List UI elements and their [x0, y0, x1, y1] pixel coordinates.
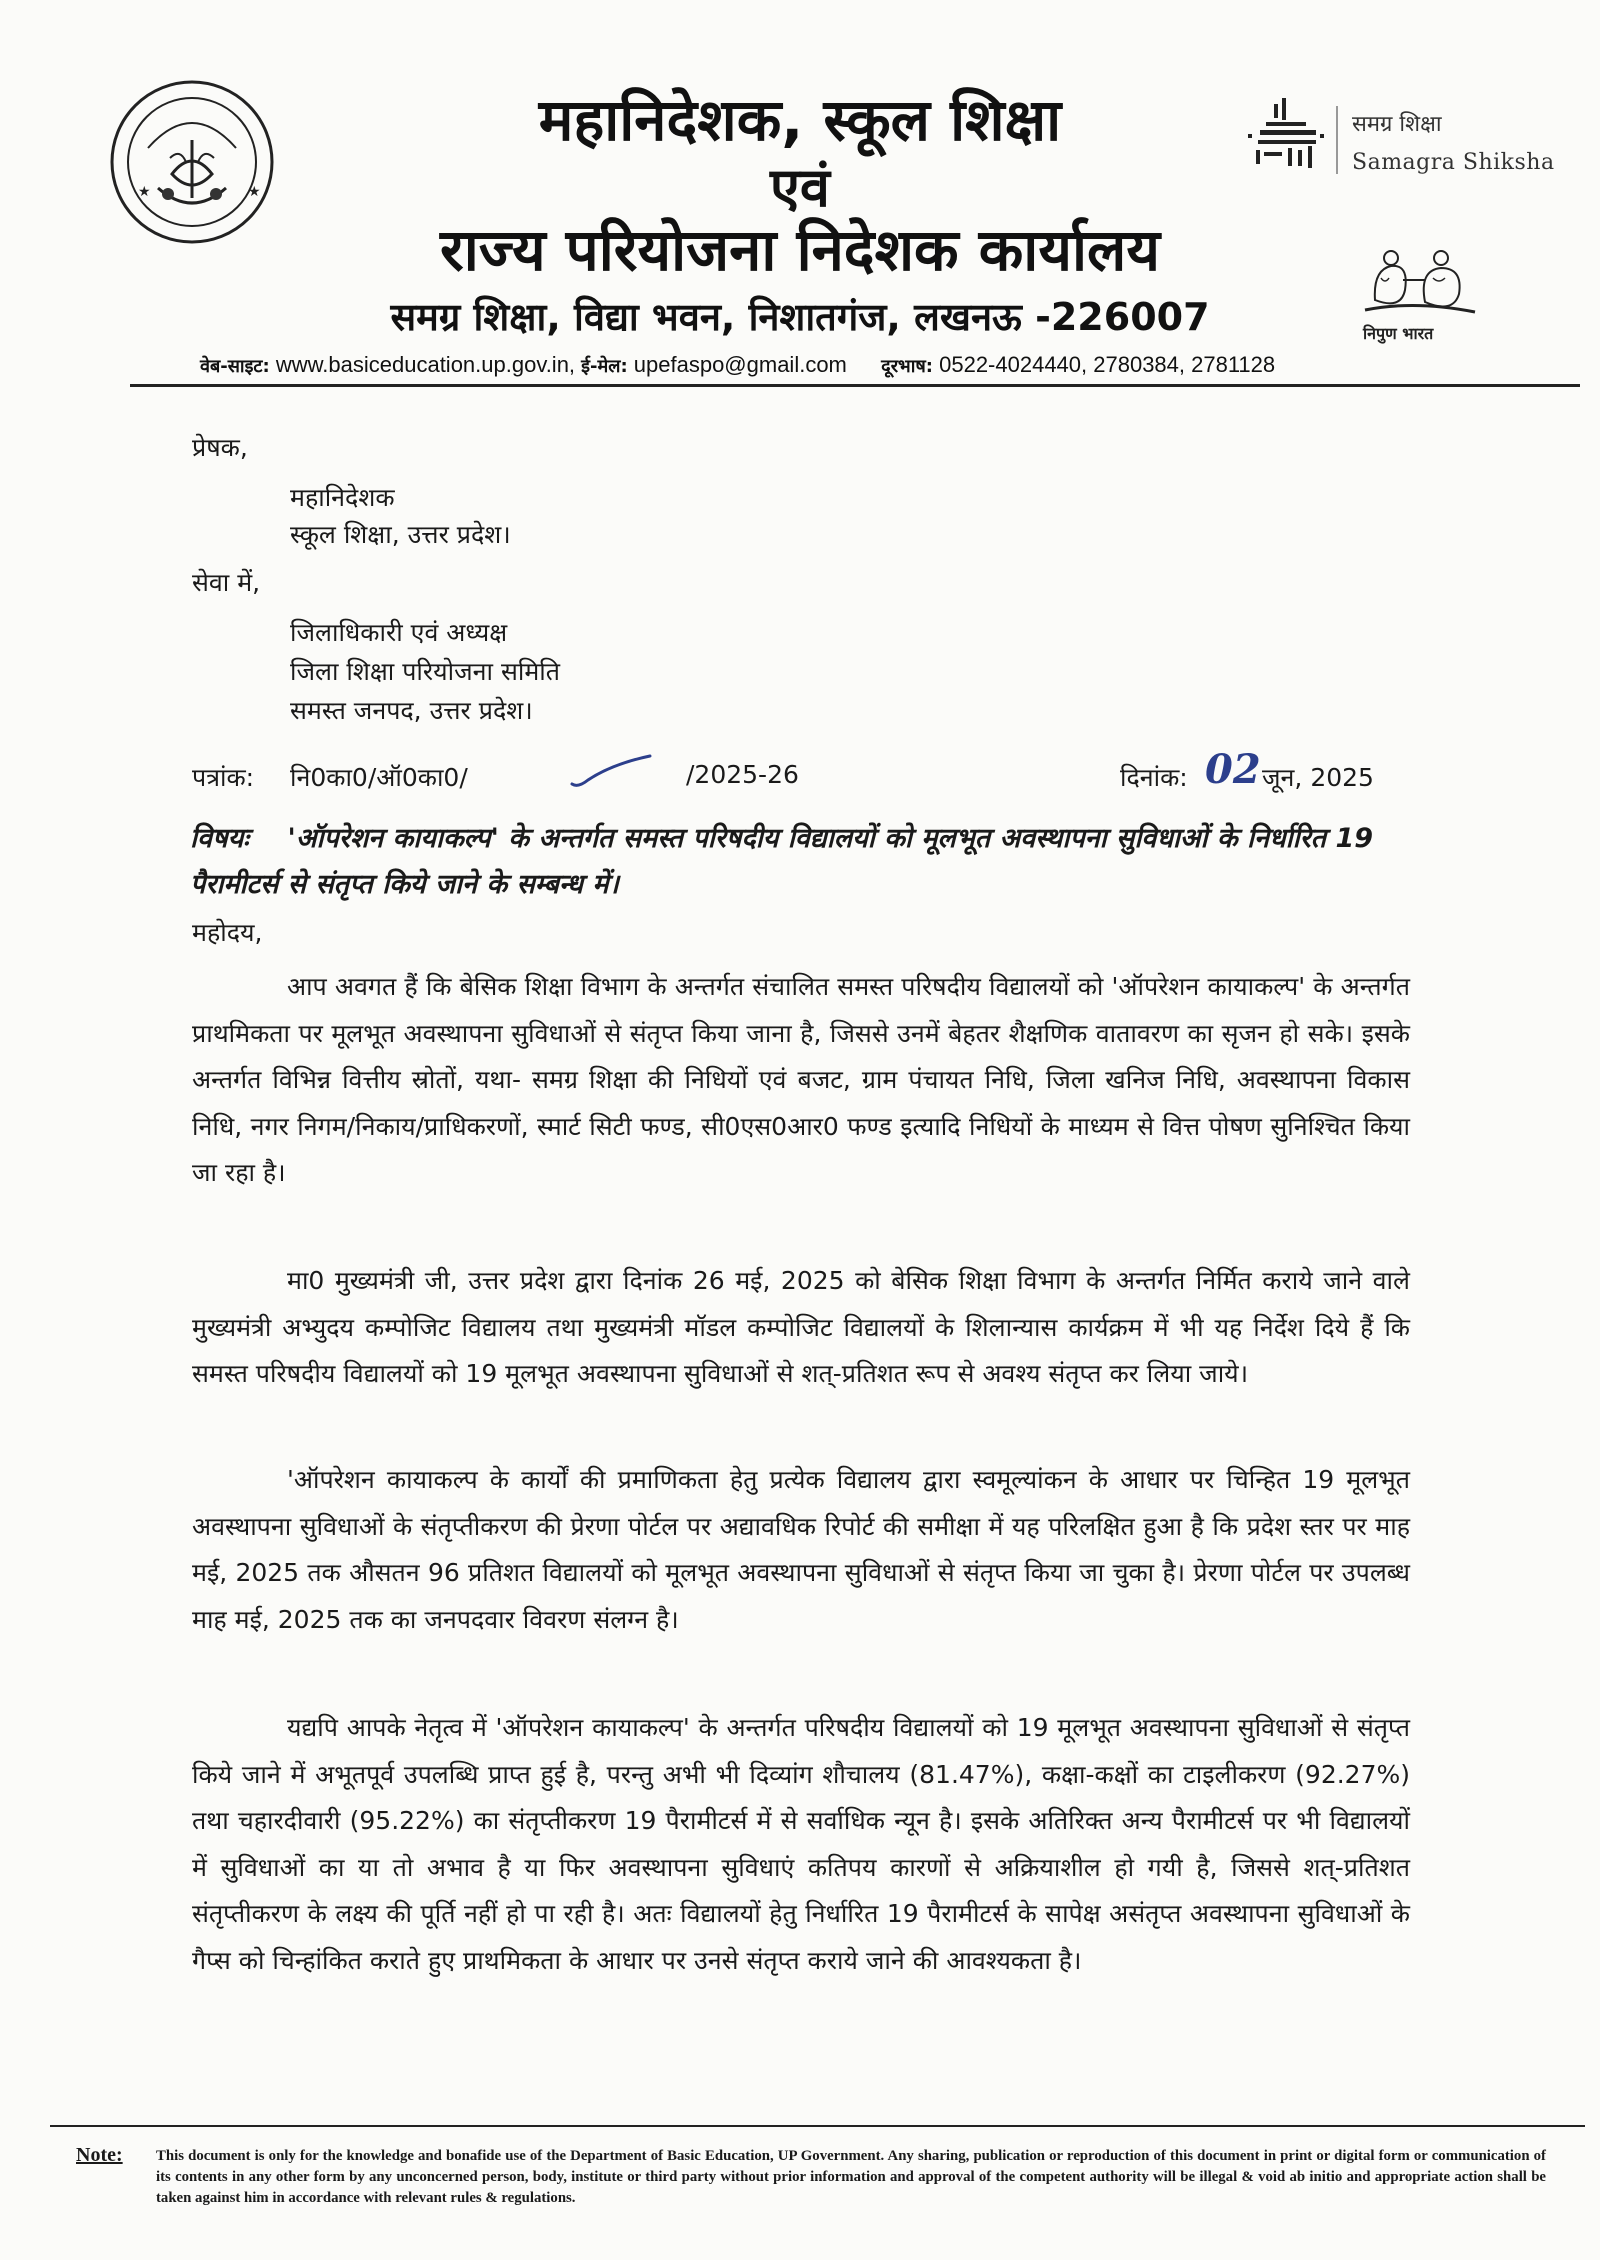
recipient-line2: जिला शिक्षा परियोजना समिति [290, 657, 560, 686]
nipun-logo-label: निपुण भारत [1363, 324, 1434, 343]
phone-numbers: 0522-4024440, 2780384, 2781128 [939, 352, 1276, 377]
email-link[interactable]: upefaspo@gmail.com [633, 352, 847, 377]
up-government-emblem-icon [108, 78, 276, 246]
reference-label: पत्रांक: [192, 763, 255, 792]
sender-label: प्रेषक, [192, 433, 248, 462]
note-text: This document is only for the knowledge and bonafide use of the Department of Basic Education, UP Government. Any sharing, publication or reproduction of this document in print or digital form or communication of its contents in any other form by any unconcerned person, body, institute or third party without prior information and approval of the competent authority will be illegal & void ab initio and appropriate action shall be taken against him in accordance with relevant rules & regulations. [156, 2148, 1546, 2206]
website-label: वेब-साइट: [200, 356, 270, 377]
handwritten-date: 02 [1205, 746, 1261, 793]
date-label: दिनांक: [1120, 763, 1188, 792]
office-title-line1: महानिदेशक, स्कूल शिक्षा [538, 86, 1062, 154]
office-title-line2: एवं [770, 156, 830, 219]
date-month-year: जून, 2025 [1262, 763, 1374, 792]
contact-line [200, 352, 1500, 378]
reference-prefix: नि0का0/ऑ0का0/ [290, 763, 468, 792]
samagra-logo-english: Samagra Shiksha [1352, 150, 1555, 175]
handwritten-tick-icon [566, 752, 656, 792]
recipient-line1: जिलाधिकारी एवं अध्यक्ष [290, 618, 508, 647]
recipient-line3: समस्त जनपद, उत्तर प्रदेश। [290, 696, 533, 725]
office-title-line3: राज्य परियोजना निदेशक कार्यालय [440, 216, 1160, 284]
subject-text: 'ऑपरेशन कायाकल्प' के अन्तर्गत समस्त परिषदीय विद्यालयों को मूलभूत अवस्थापना सुविधाओं के निर्धारित 19 पैरामीटर्स से संतृप्त किये जाने के सम्बन्ध में। [190, 823, 1374, 900]
header-divider [130, 384, 1580, 387]
body-paragraph-1: आप अवगत हैं कि बेसिक शिक्षा विभाग के अन्तर्गत संचालित समस्त परिषदीय विद्यालयों को 'ऑपरेशन कायाकल्प' के अन्तर्गत प्राथमिकता पर मूलभूत अवस्थापना सुविधाओं से संतृप्त किया जाना है, जिससे उनमें बेहतर शैक्षणिक वातावरण का सृजन हो सके। इसके अन्तर्गत विभिन्न वित्तीय स्रोतों, यथा- समग्र शिक्षा की निधियों एवं बजट, ग्राम पंचायत निधि, जिला खनिज निधि, अवस्थापना विकास निधि, नगर निगम/निकाय/प्राधिकरणों, स्मार्ट सिटी फण्ड, सी0एस0आर0 फण्ड इत्यादि निधियों के माध्यम से वित्त पोषण सुनिश्चित किया जा रहा है। [192, 972, 1410, 1187]
sender-line2: स्कूल शिक्षा, उत्तर प्रदेश। [290, 520, 511, 549]
sender-line1: महानिदेशक [290, 483, 395, 512]
salutation: महोदय, [192, 918, 263, 947]
body-paragraph-2: मा0 मुख्यमंत्री जी, उत्तर प्रदेश द्वारा दिनांक 26 मई, 2025 को बेसिक शिक्षा विभाग के अन्तर्गत निर्मित कराये जाने वाले मुख्यमंत्री अभ्युदय कम्पोजिट विद्यालय तथा मुख्यमंत्री मॉडल कम्पोजिट विद्यालयों के शिलान्यास कार्यक्रम में भी यह निर्देश दिये हैं कि समस्त परिषदीय विद्यालयों को 19 मूलभूत अवस्थापना सुविधाओं से शत्-प्रतिशत रूप से अवश्य संतृप्त कर लिया जाये। [192, 1266, 1410, 1388]
recipient-label: सेवा में, [192, 568, 261, 597]
subject-block [190, 816, 1420, 908]
office-address: समग्र शिक्षा, विद्या भवन, निशातगंज, लखनऊ -226007 [390, 295, 1210, 339]
note-label: Note: [76, 2144, 123, 2166]
subject-label: विषयः [190, 823, 249, 854]
samagra-logo-hindi: समग्र शिक्षा [1352, 112, 1442, 137]
svg-text:★: ★ [138, 184, 151, 200]
svg-text:★: ★ [248, 184, 261, 200]
email-label: ई-मेल: [581, 356, 628, 377]
footer-divider [50, 2125, 1585, 2127]
reference-suffix: /2025-26 [686, 760, 799, 789]
nipun-bharat-logo-icon [1355, 240, 1485, 320]
website-link[interactable]: www.basiceducation.up.gov.in, [275, 352, 576, 377]
phone-label: दूरभाष: [881, 356, 933, 377]
body-paragraph-4: यद्यपि आपके नेतृत्व में 'ऑपरेशन कायाकल्प' के अन्तर्गत परिषदीय विद्यालयों को 19 मूलभूत अवस्थापना सुविधाओं से संतृप्त किये जाने में अभूतपूर्व उपलब्धि प्राप्त हुई है, परन्तु अभी भी दिव्यांग शौचालय (81.47%), कक्षा-कक्षों का टाइलीकरण (92.27%) तथा चहारदीवारी (95.22%) का संतृप्तीकरण 19 पैरामीटर्स में से सर्वाधिक न्यून है। इसके अतिरिक्त अन्य पैरामीटर्स पर भी विद्यालयों में सुविधाओं का या तो अभाव है या फिर अवस्थापना सुविधाएं कतिपय कारणों से अक्रियाशील हो गयी है, जिससे शत्-प्रतिशत संतृप्तीकरण के लक्ष्य की पूर्ति नहीं हो पा रही है। अतः विद्यालयों हेतु निर्धारित 19 पैरामीटर्स के सापेक्ष असंतृप्त अवस्थापना सुविधाओं के गैप्स को चिन्हांकित कराते हुए प्राथमिकता के आधार पर उनसे संतृप्त कराये जाने की आवश्यकता है। [192, 1713, 1410, 1975]
body-paragraph-3: 'ऑपरेशन कायाकल्प के कार्यों की प्रमाणिकता हेतु प्रत्येक विद्यालय द्वारा स्वमूल्यांकन के आधार पर चिन्हित 19 मूलभूत अवस्थापना सुविधाओं के संतृप्तीकरण की प्रेरणा पोर्टल पर अद्यावधिक रिपोर्ट की समीक्षा में यह परिलक्षित हुआ है कि प्रदेश स्तर पर माह मई, 2025 तक औसतन 96 प्रतिशत विद्यालयों को मूलभूत अवस्थापना सुविधाओं से संतृप्त किया जा चुका है। प्रेरणा पोर्टल पर उपलब्ध माह मई, 2025 तक का जनपदवार विवरण संलग्न है। [192, 1465, 1410, 1634]
